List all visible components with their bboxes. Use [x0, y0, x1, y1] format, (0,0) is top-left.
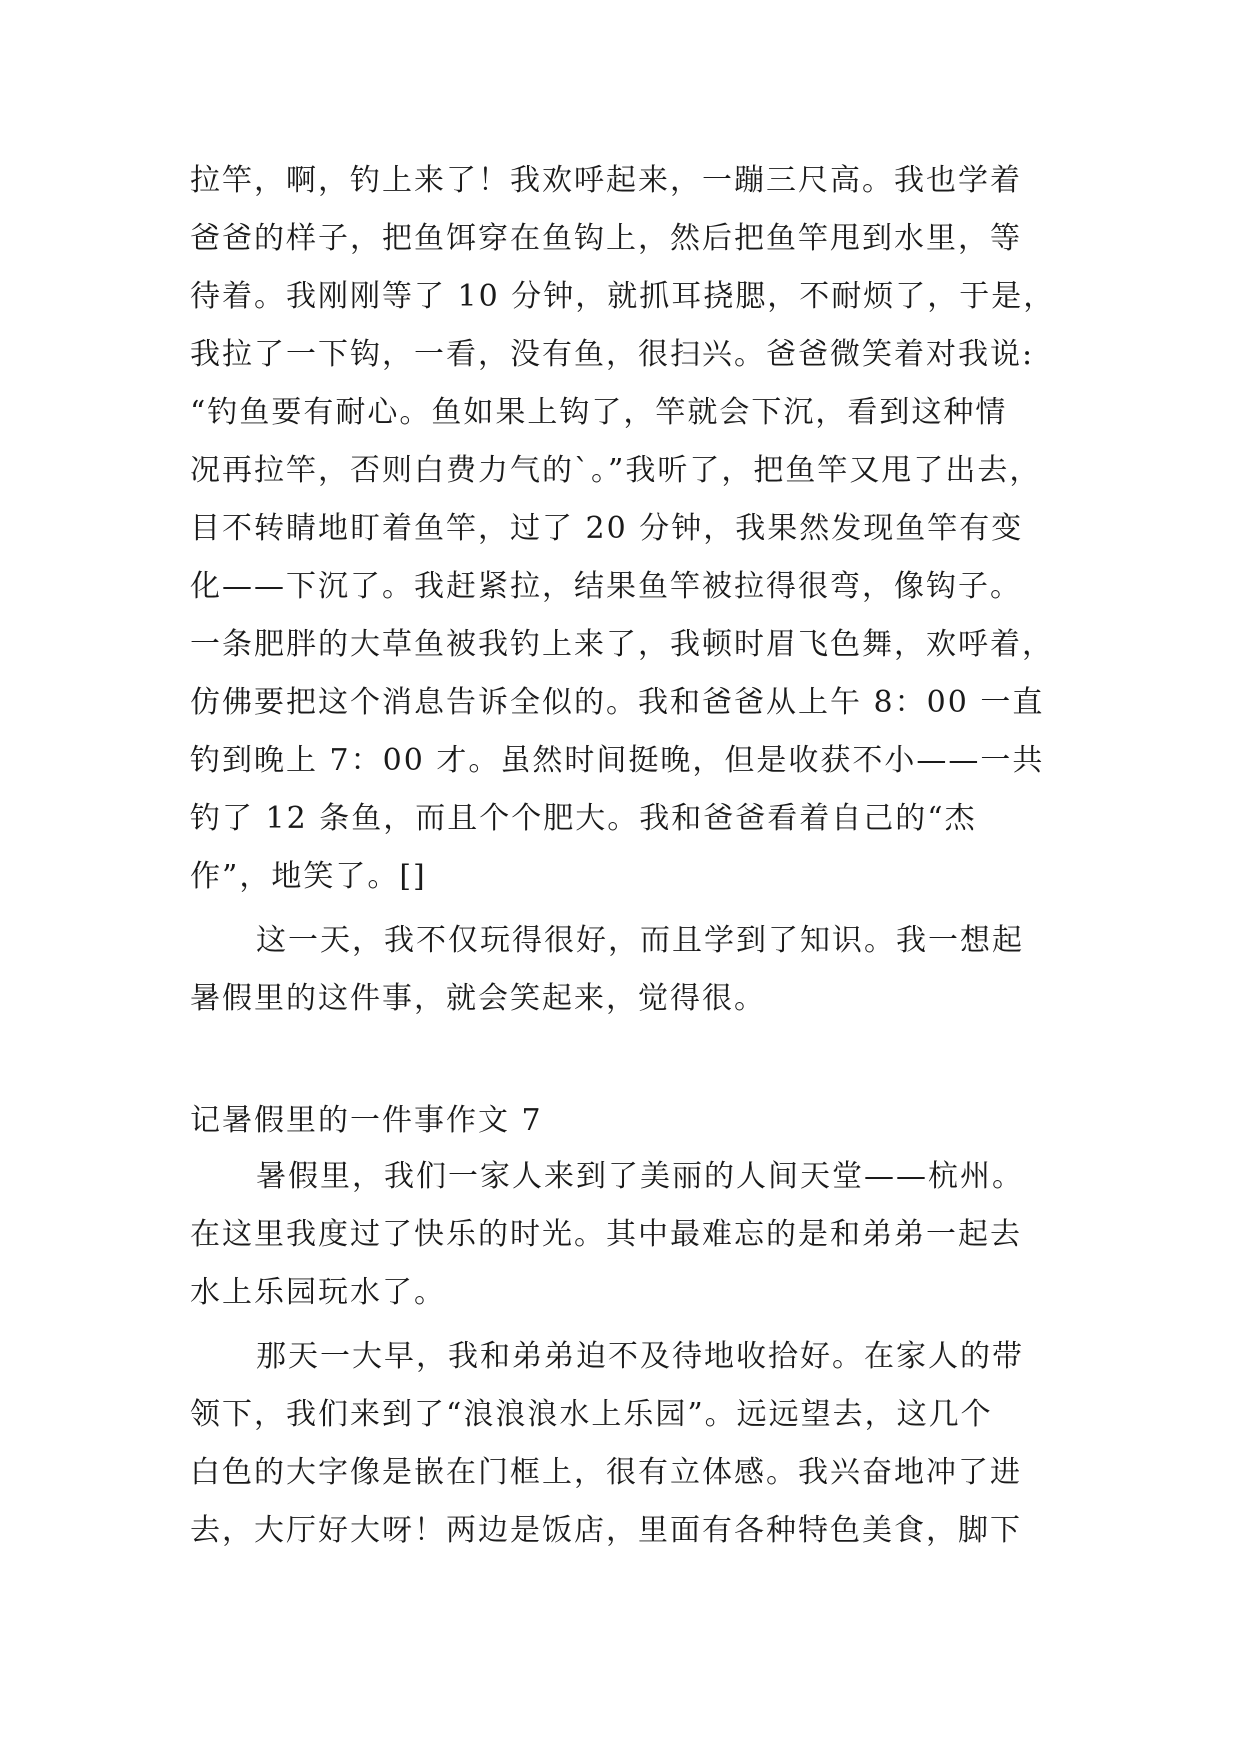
text-line: 水上乐园玩水了。	[190, 1275, 446, 1310]
text-line: 钓了 12 条鱼，而且个个肥大。我和爸爸看着自己的“杰	[190, 801, 977, 836]
text-line: 那天一大早，我和弟弟迫不及待地收拾好。在家人的带	[256, 1339, 1024, 1374]
text-line: 化——下沉了。我赶紧拉，结果鱼竿被拉得很弯，像钩子。	[190, 569, 1022, 604]
text-line: 目不转睛地盯着鱼竿，过了 20 分钟，我果然发现鱼竿有变	[190, 511, 1024, 546]
text-line: 在这里我度过了快乐的时光。其中最难忘的是和弟弟一起去	[190, 1217, 1022, 1252]
text-line: 我拉了一下钩，一看，没有鱼，很扫兴。爸爸微笑着对我说:	[190, 337, 1035, 372]
text-line: 作”，地笑了。[]	[190, 859, 427, 894]
text-line: 一条肥胖的大草鱼被我钓上来了，我顿时眉飞色舞，欢呼着，	[190, 627, 1054, 662]
text-line: 暑假里的这件事，就会笑起来，觉得很。	[190, 981, 766, 1016]
text-line: 仿佛要把这个消息告诉全似的。我和爸爸从上午 8：00 一直	[190, 685, 1045, 720]
text-line: 况再拉竿，否则白费力气的`。”我听了，把鱼竿又甩了出去，	[190, 453, 1042, 488]
heading-text: 记暑假里的一件事作文 7	[190, 1103, 543, 1138]
text-line: 暑假里，我们一家人来到了美丽的人间天堂——杭州。	[256, 1159, 1024, 1194]
text-line: 拉竿，啊，钓上来了！我欢呼起来，一蹦三尺高。我也学着	[190, 163, 1022, 198]
text-line: 白色的大字像是嵌在门框上，很有立体感。我兴奋地冲了进	[190, 1455, 1022, 1490]
text-line: “钓鱼要有耐心。鱼如果上钩了，竿就会下沉，看到这种情	[190, 395, 1008, 430]
text-line: 去，大厅好大呀！两边是饭店，里面有各种特色美食，脚下	[190, 1513, 1022, 1548]
text-line: 这一天，我不仅玩得很好，而且学到了知识。我一想起	[256, 923, 1024, 958]
text-line: 钓到晚上 7：00 才。虽然时间挺晚，但是收获不小——一共	[190, 743, 1045, 778]
text-line: 领下，我们来到了“浪浪浪水上乐园”。远远望去，这几个	[190, 1397, 993, 1432]
text-line: 爸爸的样子，把鱼饵穿在鱼钩上，然后把鱼竿甩到水里，等	[190, 221, 1022, 256]
text-line: 待着。我刚刚等了 10 分钟，就抓耳挠腮，不耐烦了，于是，	[190, 279, 1056, 314]
